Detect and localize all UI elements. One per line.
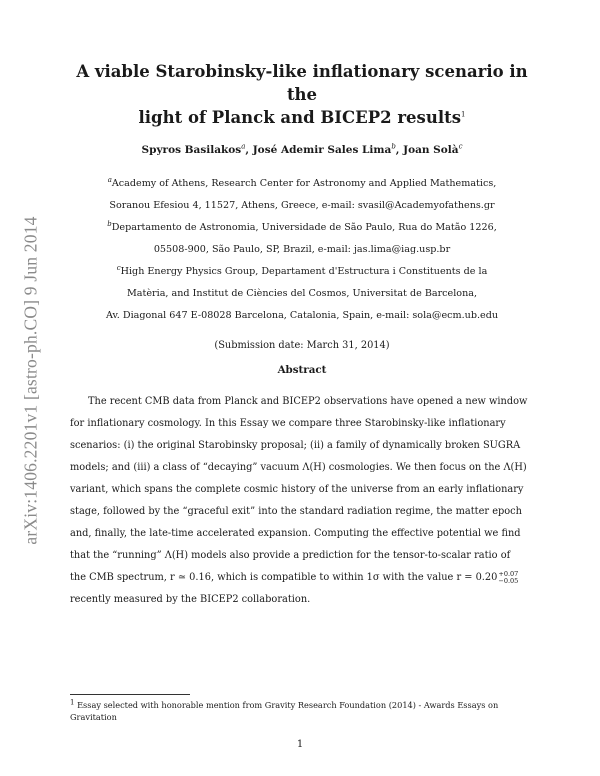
abstract-line: for inflationary cosmology. In this Essay we compare three Starobinsky-like inflationary [70, 418, 506, 429]
abstract-line: recently measured by the BICEP2 collaboration. [70, 594, 311, 605]
footnote-divider [70, 694, 190, 695]
abstract-line: stage, followed by the “graceful exit” into the standard radiation regime, the matter epoch [70, 506, 522, 517]
author-name: José Ademir Sales Lima [252, 144, 392, 156]
error-lower: −0.05 [498, 576, 519, 585]
abstract-line: the CMB spectrum, r ≃ 0.16, which is compatible to within 1σ with the value r = 0.20 +0.07 −0.05 [70, 569, 519, 585]
title-line-1: A viable Starobinsky-like inflationary scenario in the [76, 62, 528, 104]
affiliation-line: $^b$Departamento de Astronomia, Universidade de São Paulo, Rua do Matão 1226, [107, 219, 497, 233]
error-upper: +0.07 [498, 569, 519, 578]
author-list: Spyros Basilakos$^a$, José Ademir Sales Lima$^b$, Joan Solà$^c$ [141, 142, 463, 156]
abstract-heading: Abstract [277, 364, 327, 376]
footnote-text: Essay selected with honorable mention from Gravity Research Foundation (2014) - Awards Essays on Gravitation [70, 700, 499, 722]
arxiv-stamp [20, 180, 42, 580]
author-affiliation-mark: c [458, 142, 463, 151]
affiliation-line: Matèria, and Institut de Ciències del Cosmos, Universitat de Barcelona, [126, 288, 478, 299]
author-name: Spyros Basilakos [141, 144, 242, 156]
paper-title [70, 60, 534, 129]
affiliation-line: 05508-900, São Paulo, SP, Brazil, e-mail: jas.lima@iag.usp.br [153, 244, 451, 255]
affiliation-line: Av. Diagonal 647 E-08028 Barcelona, Catalonia, Spain, e-mail: sola@ecm.ub.edu [105, 310, 499, 321]
author-affiliation-mark: b [391, 142, 396, 151]
abstract-line: models; and (iii) a class of “decaying” vacuum Λ(H) cosmologies. We then focus on the Λ(H) [70, 462, 527, 473]
paper-front-matter [70, 60, 534, 611]
affiliation-line: $^c$High Energy Physics Group, Departament d'Estructura i Constituents de la [116, 263, 488, 277]
abstract-line: variant, which spans the complete cosmic history of the universe from an early inflationary [70, 484, 524, 495]
abstract-line: scenarios: (i) the original Starobinsky proposal; (ii) a family of dynamically broken SUGRA [70, 440, 521, 451]
abstract-line: The recent CMB data from Planck and BICEP2 observations have opened a new window [88, 396, 528, 407]
title-line-2: light of Planck and BICEP2 results$^1$ [138, 108, 466, 127]
footnote [70, 699, 540, 723]
author-name: Joan Solà [403, 144, 459, 156]
affiliation-line: Soranou Efesiou 4, 11527, Athens, Greece, e-mail: svasil@Academyofathens.gr [109, 200, 495, 211]
affiliation-line: $^a$Academy of Athens, Research Center for Astronomy and Applied Mathematics, [107, 175, 497, 189]
title-footnote-mark: 1 [461, 110, 466, 119]
abstract-line: and, finally, the late-time accelerated expansion. Computing the effective potential we find [70, 528, 521, 539]
error-bars [498, 571, 518, 585]
arxiv-identifier: arXiv:1406.2201v1 [astro-ph.CO] 9 Jun 2014 [20, 215, 41, 545]
affiliation-list [70, 173, 534, 327]
abstract-body [70, 391, 534, 611]
footnote-mark: 1 [70, 698, 75, 707]
abstract-line: that the “running” Λ(H) models also provide a prediction for the tensor-to-scalar ratio of [70, 550, 511, 561]
submission-date: (Submission date: March 31, 2014) [214, 340, 390, 351]
author-affiliation-mark: a [241, 142, 246, 151]
page-number: 1 [296, 739, 304, 750]
